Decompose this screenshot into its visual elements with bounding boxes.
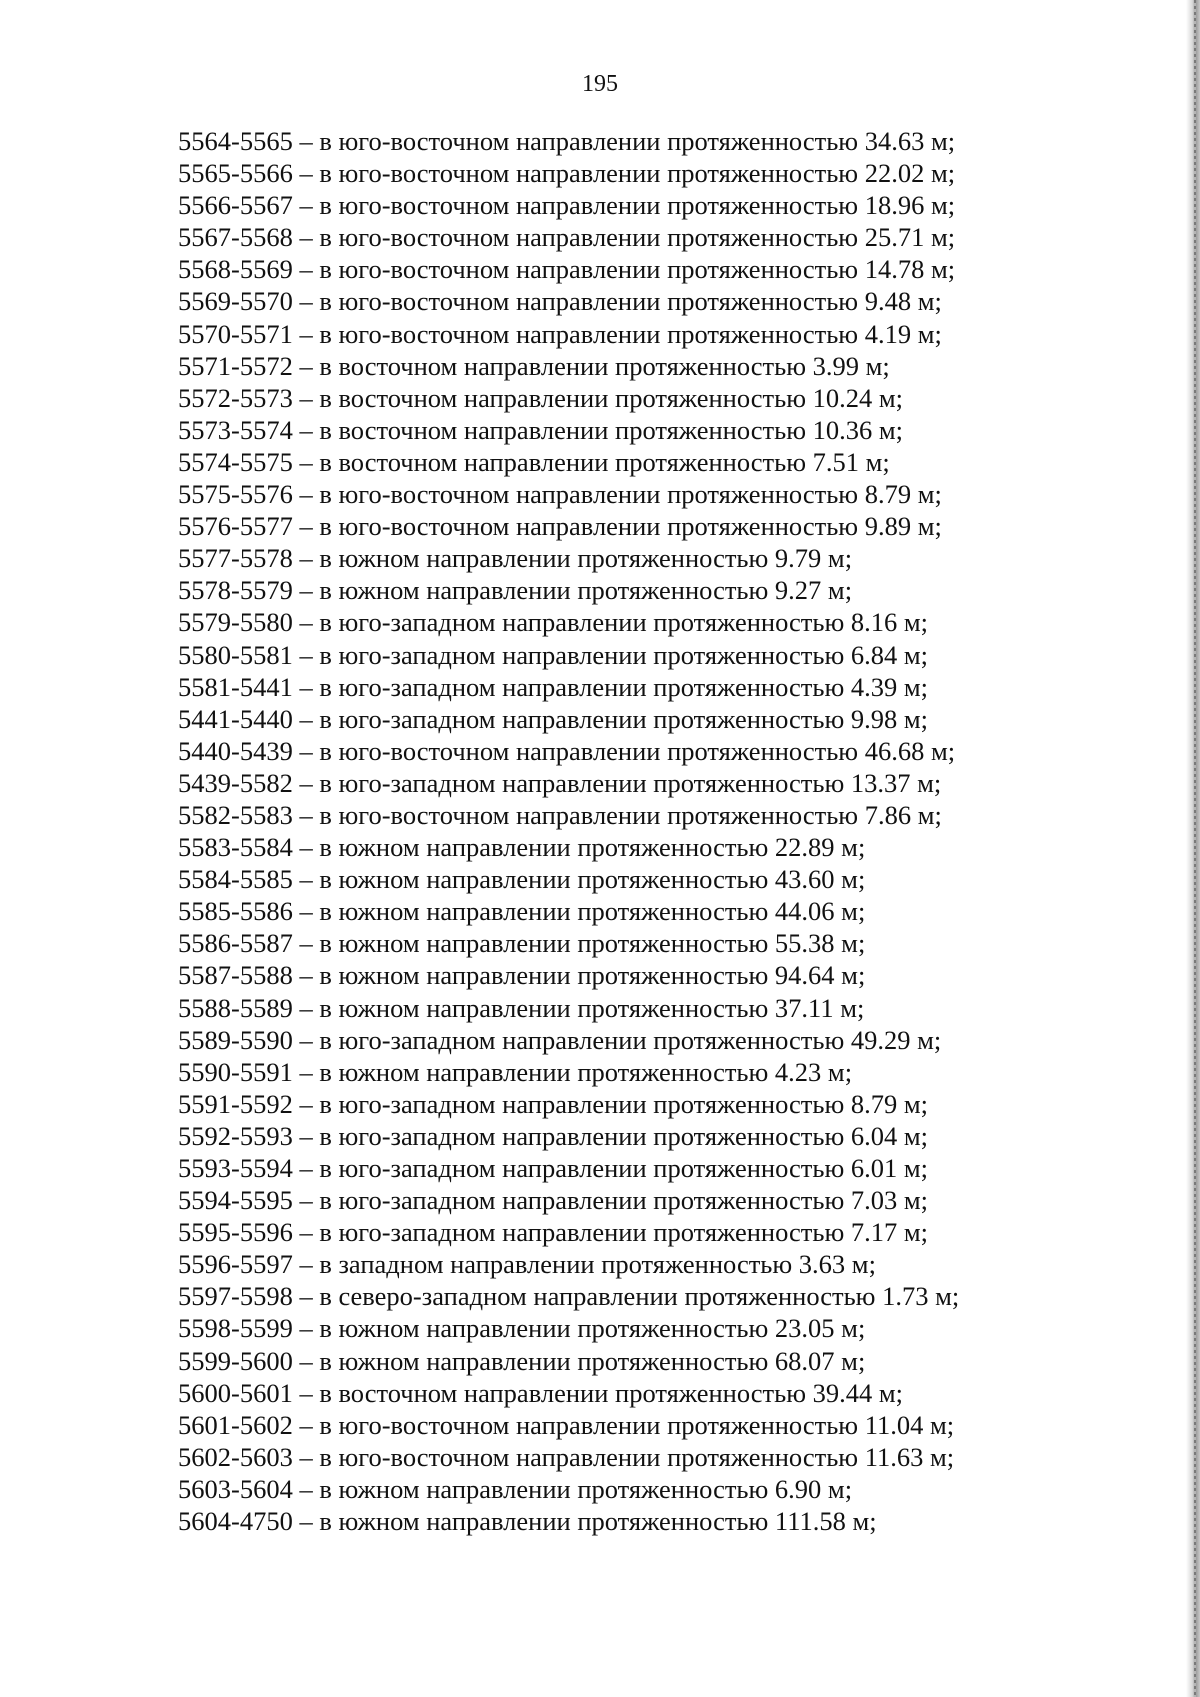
boundary-segment-line: 5575-5576 – в юго-восточном направлении протяженностью 8.79 м; — [178, 479, 942, 510]
boundary-segment-line: 5591-5592 – в юго-западном направлении протяженностью 8.79 м; — [178, 1088, 929, 1119]
boundary-segment-line: 5570-5571 – в юго-восточном направлении протяженностью 4.19 м; — [178, 318, 942, 349]
boundary-segment-line: 5573-5574 – в восточном направлении протяженностью 10.36 м; — [178, 414, 903, 445]
boundary-segment-line: 5582-5583 – в юго-восточном направлении протяженностью 7.86 м; — [178, 799, 942, 830]
boundary-segment-line: 5593-5594 – в юго-западном направлении протяженностью 6.01 м; — [178, 1153, 929, 1183]
boundary-segment-line: 5580-5581 – в юго-западном направлении протяженностью 6.84 м; — [178, 639, 929, 670]
boundary-segment-line: 5597-5598 – в северо-западном направлении протяженностью 1.73 м; — [178, 1281, 960, 1312]
page-number: 195 — [582, 71, 618, 97]
boundary-segment-line: 5601-5602 – в юго-восточном направлении протяженностью 11.04 м; — [178, 1409, 955, 1440]
boundary-segment-line: 5594-5595 – в юго-западном направлении протяженностью 7.03 м; — [178, 1185, 929, 1216]
boundary-segment-line: 5581-5441 – в юго-западном направлении протяженностью 4.39 м; — [178, 671, 929, 702]
boundary-segment-line: 5440-5439 – в юго-восточном направлении протяженностью 46.68 м; — [178, 735, 956, 766]
boundary-segment-line: 5567-5568 – в юго-восточном направлении протяженностью 25.71 м; — [178, 222, 956, 253]
boundary-segment-line: 5595-5596 – в юго-западном направлении протяженностью 7.17 м; — [178, 1217, 929, 1248]
boundary-segment-line: 5590-5591 – в южном направлении протяженностью 4.23 м; — [178, 1056, 853, 1087]
boundary-segment-line: 5565-5566 – в юго-восточном направлении протяженностью 22.02 м; — [178, 158, 956, 189]
boundary-segment-line: 5586-5587 – в южном направлении протяженностью 55.38 м; — [178, 928, 866, 959]
boundary-segment-line: 5600-5601 – в восточном направлении протяженностью 39.44 м; — [178, 1377, 903, 1408]
scan-edge-shadow — [1186, 0, 1200, 1697]
boundary-segment-line: 5588-5589 – в южном направлении протяженностью 37.11 м; — [178, 992, 865, 1023]
boundary-segment-line: 5592-5593 – в юго-западном направлении протяженностью 6.04 м; — [178, 1120, 929, 1151]
boundary-segment-line: 5439-5582 – в юго-западном направлении протяженностью 13.37 м; — [178, 767, 942, 798]
boundary-segment-line: 5599-5600 – в южном направлении протяженностью 68.07 м; — [178, 1345, 866, 1376]
boundary-segment-line: 5569-5570 – в юго-восточном направлении протяженностью 9.48 м; — [178, 286, 942, 317]
boundary-segment-line: 5574-5575 – в восточном направлении протяженностью 7.51 м; — [178, 446, 890, 477]
boundary-segment-line: 5598-5599 – в южном направлении протяженностью 23.05 м; — [178, 1313, 866, 1344]
boundary-segment-line: 5583-5584 – в южном направлении протяженностью 22.89 м; — [178, 832, 866, 863]
scan-edge-texture — [1194, 0, 1196, 1697]
boundary-segment-line: 5571-5572 – в восточном направлении протяженностью 3.99 м; — [178, 350, 890, 381]
boundary-segment-line: 5577-5578 – в южном направлении протяженностью 9.79 м; — [178, 543, 853, 574]
boundary-segment-line: 5589-5590 – в юго-западном направлении протяженностью 49.29 м; — [178, 1024, 942, 1055]
boundary-segment-line: 5564-5565 – в юго-восточном направлении протяженностью 34.63 м; — [178, 126, 956, 156]
boundary-segment-line: 5603-5604 – в южном направлении протяженностью 6.90 м; — [178, 1473, 853, 1504]
boundary-segment-line: 5576-5577 – в юго-восточном направлении протяженностью 9.89 м; — [178, 511, 942, 542]
boundary-segment-list — [178, 125, 1038, 1537]
boundary-segment-line: 5578-5579 – в южном направлении протяженностью 9.27 м; — [178, 575, 853, 606]
boundary-segment-line: 5566-5567 – в юго-восточном направлении протяженностью 18.96 м; — [178, 190, 956, 221]
boundary-segment-line: 5596-5597 – в западном направлении протяженностью 3.63 м; — [178, 1249, 876, 1280]
boundary-segment-line: 5602-5603 – в юго-восточном направлении протяженностью 11.63 м; — [178, 1441, 955, 1472]
boundary-segment-line: 5441-5440 – в юго-западном направлении протяженностью 9.98 м; — [178, 703, 929, 734]
boundary-segment-line: 5572-5573 – в восточном направлении протяженностью 10.24 м; — [178, 382, 903, 413]
boundary-segment-line: 5604-4750 – в южном направлении протяженностью 111.58 м; — [178, 1506, 877, 1537]
boundary-segment-line: 5587-5588 – в южном направлении протяженностью 94.64 м; — [178, 960, 866, 991]
boundary-segment-line: 5568-5569 – в юго-восточном направлении протяженностью 14.78 м; — [178, 254, 956, 285]
boundary-segment-line: 5579-5580 – в юго-западном направлении протяженностью 8.16 м; — [178, 607, 929, 638]
boundary-segment-line: 5584-5585 – в южном направлении протяженностью 43.60 м; — [178, 864, 866, 895]
boundary-segment-line: 5585-5586 – в южном направлении протяженностью 44.06 м; — [178, 896, 866, 927]
